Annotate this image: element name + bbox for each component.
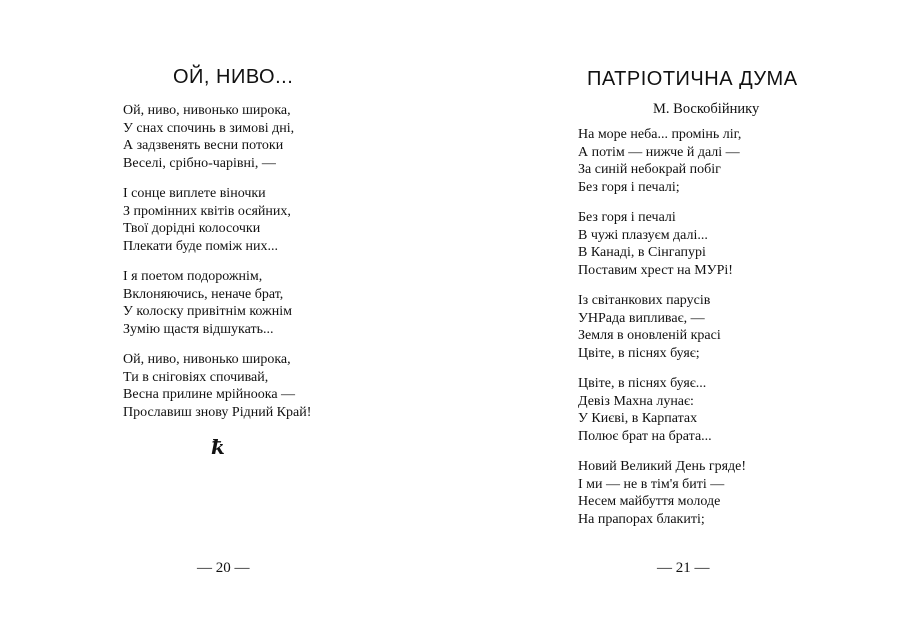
verse-line: А потім — нижче й далі — xyxy=(578,144,740,160)
stanza xyxy=(578,126,746,196)
verse-line: Вклоняючись, неначе брат, xyxy=(123,286,284,302)
verse-line: Веселі, срібно-чарівні, — xyxy=(123,155,276,171)
verse-line: Весна прилине мрійноока — xyxy=(123,387,296,402)
verse-line: У Києві, в Карпатах xyxy=(578,411,698,426)
verse-line: Новий Великий День гряде! xyxy=(578,459,747,474)
page-number-left: — 20 — xyxy=(197,560,250,576)
verse-line: І ми — не в тім'я биті — xyxy=(578,476,725,492)
dedication: М. Воскобійнику xyxy=(653,101,760,117)
verse-line: Полює брат на брата... xyxy=(578,428,712,444)
verse-line: А задзвенять весни потоки xyxy=(123,138,284,153)
verse-line: На прапорах блакиті; xyxy=(578,511,705,527)
verse-line: Ти в сніговіях спочивай, xyxy=(123,369,269,385)
verse-line: Без горя і печалі; xyxy=(578,179,680,195)
verse-line: Ой, ниво, нивонько широка, xyxy=(123,352,291,367)
verse-line: Земля в оновленій красі xyxy=(578,328,721,343)
poem-title-left: ОЙ, НИВО... xyxy=(173,66,294,88)
stanza xyxy=(578,209,746,279)
stanza xyxy=(578,375,746,445)
verse-line: У колоску привітнім кожнім xyxy=(123,304,292,319)
stanza xyxy=(123,351,311,421)
verse-line: За синій небокрай побіг xyxy=(578,162,721,177)
verse-line: Твої дорідні колосочки xyxy=(123,221,261,236)
poem-title-right: ПАТРІОТИЧНА ДУМА xyxy=(587,68,798,90)
verse-line: Плекати буде поміж них... xyxy=(123,238,279,254)
poem-body-right xyxy=(578,126,746,541)
verse-line: Цвіте, в піснях буяє... xyxy=(578,376,707,391)
verse-line: В Канаді, в Сінгапурі xyxy=(578,245,706,260)
verse-line: Поставим хрест на МУРі! xyxy=(578,262,733,278)
stanza xyxy=(578,292,746,362)
verse-line: Прославиш знову Рідний Край! xyxy=(123,404,312,420)
stanza xyxy=(123,102,311,172)
verse-line: У снах спочинь в зимові дні, xyxy=(123,120,295,136)
verse-line: І сонце виплете віночки xyxy=(123,186,266,201)
verse-line: Несем майбуття молоде xyxy=(578,494,721,509)
verse-line: УНРада випливає, — xyxy=(578,310,705,326)
stanza xyxy=(123,268,311,338)
verse-line: На море неба... промінь ліг, xyxy=(578,127,742,142)
ornament-icon: ꝁ xyxy=(211,435,225,459)
stanza xyxy=(123,185,311,255)
right-page xyxy=(450,0,900,631)
verse-line: З промінних квітів осяйних, xyxy=(123,203,291,219)
poem-body-left xyxy=(123,102,311,434)
verse-line: Із світанкових парусів xyxy=(578,293,711,308)
verse-line: Цвіте, в піснях буяє; xyxy=(578,345,700,361)
verse-line: В чужі плазуєм далі... xyxy=(578,227,708,243)
page-number-right: — 21 — xyxy=(657,560,710,576)
verse-line: Зумію щастя відшукать... xyxy=(123,321,274,337)
verse-line: І я поетом подорожнім, xyxy=(123,269,263,284)
stanza xyxy=(578,458,746,528)
verse-line: Ой, ниво, нивонько широка, xyxy=(123,103,291,118)
verse-line: Девіз Махна лунає: xyxy=(578,393,694,409)
verse-line: Без горя і печалі xyxy=(578,210,676,225)
